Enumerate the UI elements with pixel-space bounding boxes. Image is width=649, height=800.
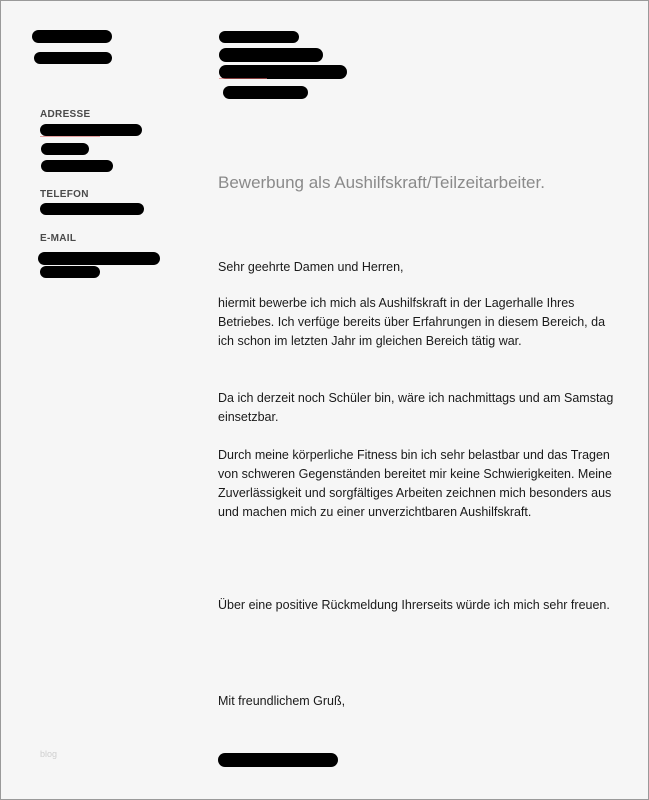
- letter-salutation: Sehr geehrte Damen und Herren,: [218, 260, 404, 274]
- letter-paragraph-1: hiermit bewerbe ich mich als Aushilfskraft in der Lagerhalle Ihres Betriebes. Ich verfüge bereits über Erfahrungen in diesem Bereich, da ich schon im letzten Jahr im gleichen Bereich tätig war.: [218, 296, 606, 348]
- letter-closing: Mit freundlichem Gruß,: [218, 694, 346, 708]
- email-label: E-MAIL: [40, 233, 77, 244]
- letter-paragraph-2: Da ich derzeit noch Schüler bin, wäre ich nachmittags und am Samstag einsetzbar.: [218, 391, 614, 424]
- redacted-address-line1: [40, 124, 142, 136]
- footer-mark: blog: [40, 749, 58, 759]
- address-underline: [40, 136, 100, 137]
- redacted-recipient-line3: [219, 65, 347, 79]
- redacted-address-line3: [41, 160, 113, 172]
- letter-subject: Bewerbung als Aushilfskraft/Teilzeitarbeiter.: [218, 173, 545, 192]
- redacted-recipient-line4: [223, 86, 308, 99]
- redacted-sender-name-line2: [34, 52, 112, 64]
- recipient-underline: [219, 78, 267, 79]
- redacted-signature: [218, 753, 338, 767]
- address-label: ADRESSE: [40, 109, 91, 120]
- redacted-email-line1: [38, 252, 160, 265]
- redacted-email-line2: [40, 266, 100, 278]
- letter-closing-request: Über eine positive Rückmeldung Ihrerseits würde ich mich sehr freuen.: [218, 598, 610, 612]
- redacted-sender-name: [32, 30, 112, 43]
- redacted-recipient-line2: [219, 48, 323, 62]
- phone-label: TELEFON: [40, 189, 89, 200]
- redacted-phone: [40, 203, 144, 215]
- redacted-address-line2: [41, 143, 89, 155]
- letter-paragraph-3: Durch meine körperliche Fitness bin ich sehr belastbar und das Tragen von schweren Gegenständen bereitet mir keine Schwierigkeiten. Meine Zuverlässigkeit und sorgfältiges Arbeiten zeichnen mich besonders aus und machen mich zu einer unverzichtbaren Aushilfskraft.: [218, 448, 612, 519]
- redacted-recipient-line1: [219, 31, 299, 43]
